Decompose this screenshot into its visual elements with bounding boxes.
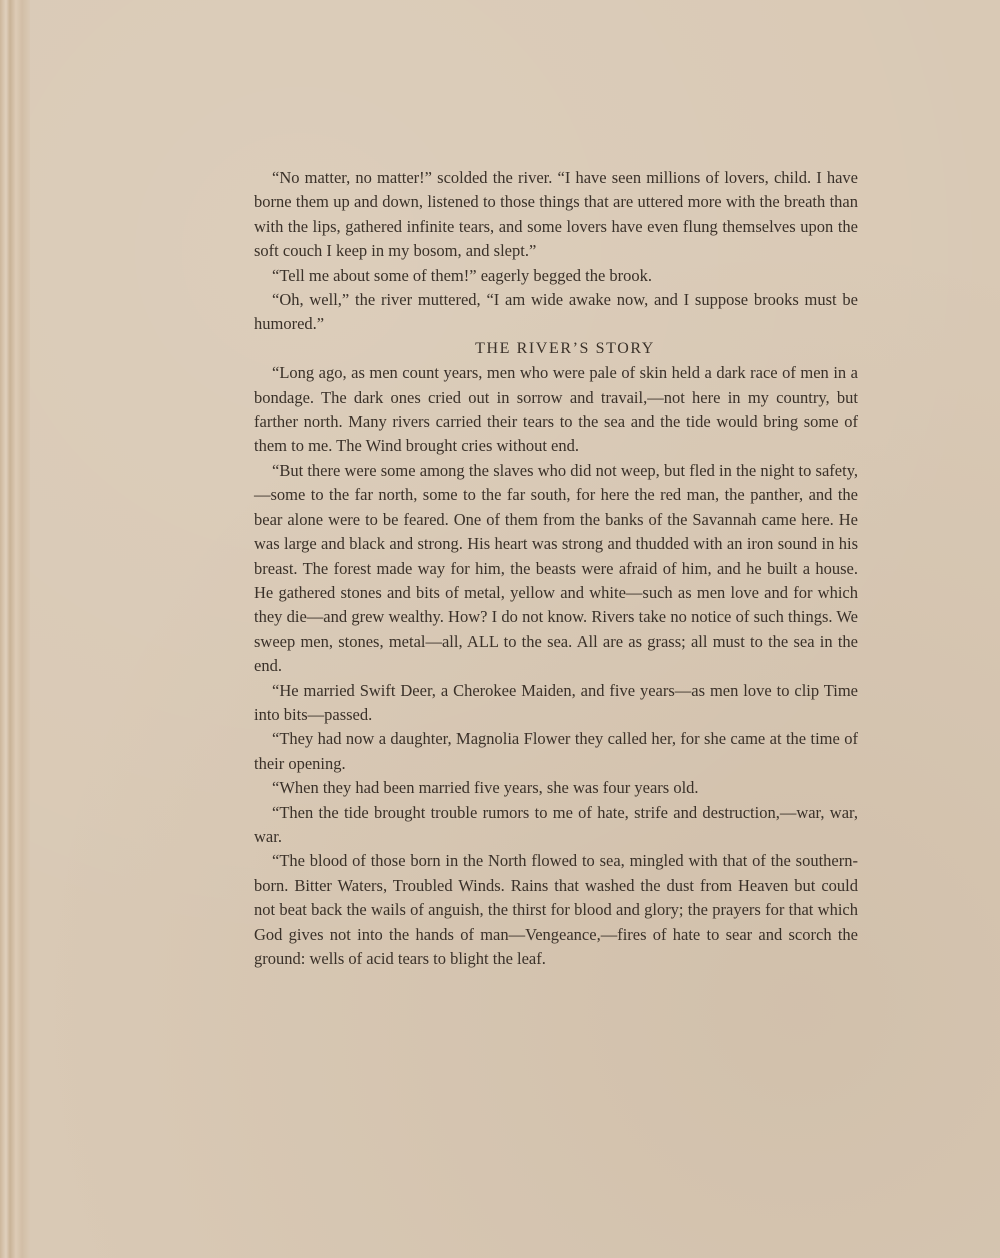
paragraph: “When they had been married five years, she was four years old. [272,778,699,798]
paragraph: “The blood of those born in the North flowed to sea, mingled with that of the southern-born. Bitter Waters, Troubled Winds. Rains that washed the dust from Heaven but could not beat back the wails of anguish, the thirst for blood and glory; the prayers for that which God gives not into the hands of man—Vengeance,—fires of hate to sear and scorch the ground: wells of acid tears to blight the leaf. [254,851,858,968]
text-block [254,166,858,971]
paragraph: “He married Swift Deer, a Cherokee Maiden, and five years—as men love to clip Time into bits—passed. [254,680,858,724]
paragraph: “They had now a daughter, Magnolia Flower they called her, for she came at the time of their opening. [254,729,858,773]
deckle-edge [0,0,30,1258]
paragraph: “But there were some among the slaves who did not weep, but fled in the night to safety,—some to the far north, some to the far south, for here the red man, the panther, and the bear alone were to be feared. One of them from the banks of the Savannah came here. He was large and black and strong. His heart was strong and thudded with an iron sound in his breast. The forest made way for him, the beasts were afraid of him, and he built a house. He gathered stones and bits of metal, yellow and white—such as men love and for which they die—and grew wealthy. How? I do not know. Rivers take no notice of such things. We sweep men, stones, metal—all, ALL to the sea. All are as grass; all must to the sea in the end. [254,460,858,676]
paragraph: “Long ago, as men count years, men who were pale of skin held a dark race of men in a bondage. The dark ones cried out in sorrow and travail,—not here in my country, but farther north. Many rivers carried their tears to the sea and the tide would bring some of them to me. The Wind brought cries without end. [254,363,858,456]
paragraph: “Oh, well,” the river muttered, “I am wide awake now, and I suppose brooks must be humored.” [254,290,858,334]
section-heading: THE RIVER’S STORY [475,339,655,357]
paragraph: “Tell me about some of them!” eagerly begged the brook. [272,265,653,285]
paragraph: “Then the tide brought trouble rumors to me of hate, strife and destruction,—war, war, war. [254,802,858,846]
paragraph: “No matter, no matter!” scolded the river. “I have seen millions of lovers, child. I have borne them up and down, listened to those things that are uttered more with the breath than with the lips, gathered infinite tears, and some lovers have even flung themselves upon the soft couch I keep in my bosom, and slept.” [254,168,858,261]
